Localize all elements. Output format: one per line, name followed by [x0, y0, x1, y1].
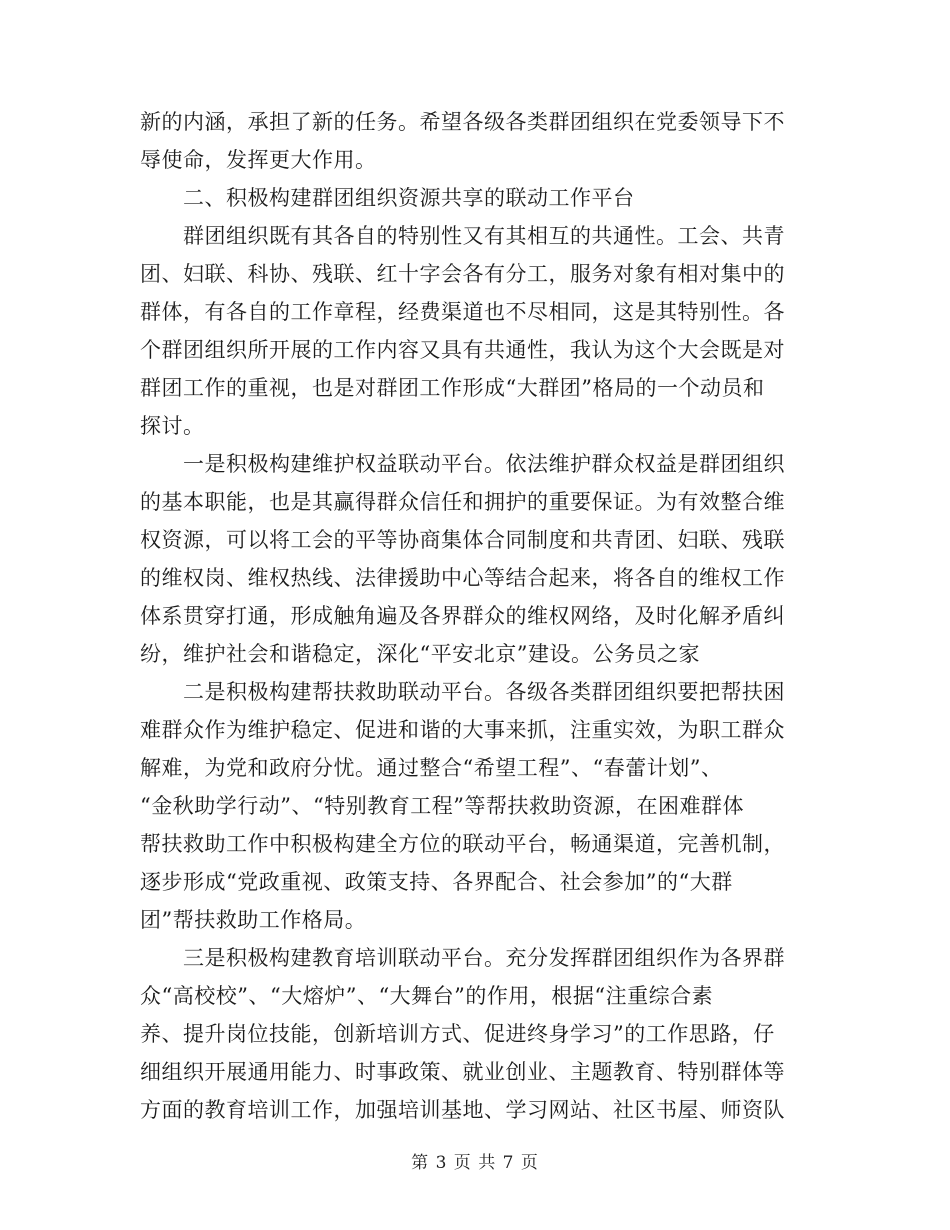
text-line: 体系贯穿打通，形成触角遍及各界群众的维权网络，及时化解矛盾纠 — [140, 604, 785, 628]
text-line: 解难，为党和政府分忧。通过整合“希望工程”、“春蕾计划”、 — [140, 756, 723, 780]
text-line: 的维权岗、维权热线、法律援助中心等结合起来，将各自的维权工作 — [140, 566, 785, 590]
text-line: 逐步形成“党政重视、政策支持、各界配合、社会参加”的“大群 — [140, 870, 733, 894]
text-line: 群团工作的重视，也是对群团工作形成“大群团”格局的一个动员和 — [140, 376, 765, 400]
text-line: 团、妇联、科协、残联、红十字会各有分工，服务对象有相对集中的 — [140, 262, 785, 286]
text-line: 辱使命，发挥更大作用。 — [140, 148, 377, 172]
text-line: 群体，有各自的工作章程，经费渠道也不尽相同，这是其特别性。各 — [140, 300, 785, 324]
text-line: 帮扶救助工作中积极构建全方位的联动平台，畅通渠道，完善机制， — [140, 832, 785, 856]
text-line: 权资源，可以将工会的平等协商集体合同制度和共青团、妇联、残联 — [140, 528, 785, 552]
document-body — [140, 103, 810, 1129]
text-line: 难群众作为维护稳定、促进和谐的大事来抓，注重实效，为职工群众 — [140, 718, 785, 742]
text-line: 新的内涵，承担了新的任务。希望各级各类群团组织在党委领导下不 — [140, 110, 785, 134]
text-line: 一是积极构建维护权益联动平台。依法维护群众权益是群团组织 — [140, 452, 785, 476]
text-line: 探讨。 — [140, 414, 205, 438]
text-line: 的基本职能，也是其赢得群众信任和拥护的重要保证。为有效整合维 — [140, 490, 785, 514]
text-line: 二是积极构建帮扶救助联动平台。各级各类群团组织要把帮扶困 — [140, 680, 785, 704]
text-line: 团”帮扶救助工作格局。 — [140, 908, 367, 932]
section-heading: 二、积极构建群团组织资源共享的联动工作平台 — [140, 186, 635, 210]
text-line: 方面的教育培训工作，加强培训基地、学习网站、社区书屋、师资队 — [140, 1098, 785, 1122]
text-line: 细组织开展通用能力、时事政策、就业创业、主题教育、特别群体等 — [140, 1060, 785, 1084]
text-line: 养、提升岗位技能，创新培训方式、促进终身学习”的工作思路，仔 — [140, 1022, 775, 1046]
text-line: 三是积极构建教育培训联动平台。充分发挥群团组织作为各界群 — [140, 946, 785, 970]
text-line: “金秋助学行动”、“特别教育工程”等帮扶救助资源，在困难群体 — [140, 794, 744, 818]
page-number-footer: 第 3 页 共 7 页 — [411, 1153, 539, 1173]
text-line: 众“高校校”、“大熔炉”、“大舞台”的作用，根据“注重综合素 — [140, 984, 714, 1008]
text-line: 群团组织既有其各自的特别性又有其相互的共通性。工会、共青 — [140, 224, 785, 248]
text-line: 个群团组织所开展的工作内容又具有共通性，我认为这个大会既是对 — [140, 338, 785, 362]
text-line: 纷，维护社会和谐稳定，深化“平安北京”建设。公务员之家 — [140, 642, 700, 666]
